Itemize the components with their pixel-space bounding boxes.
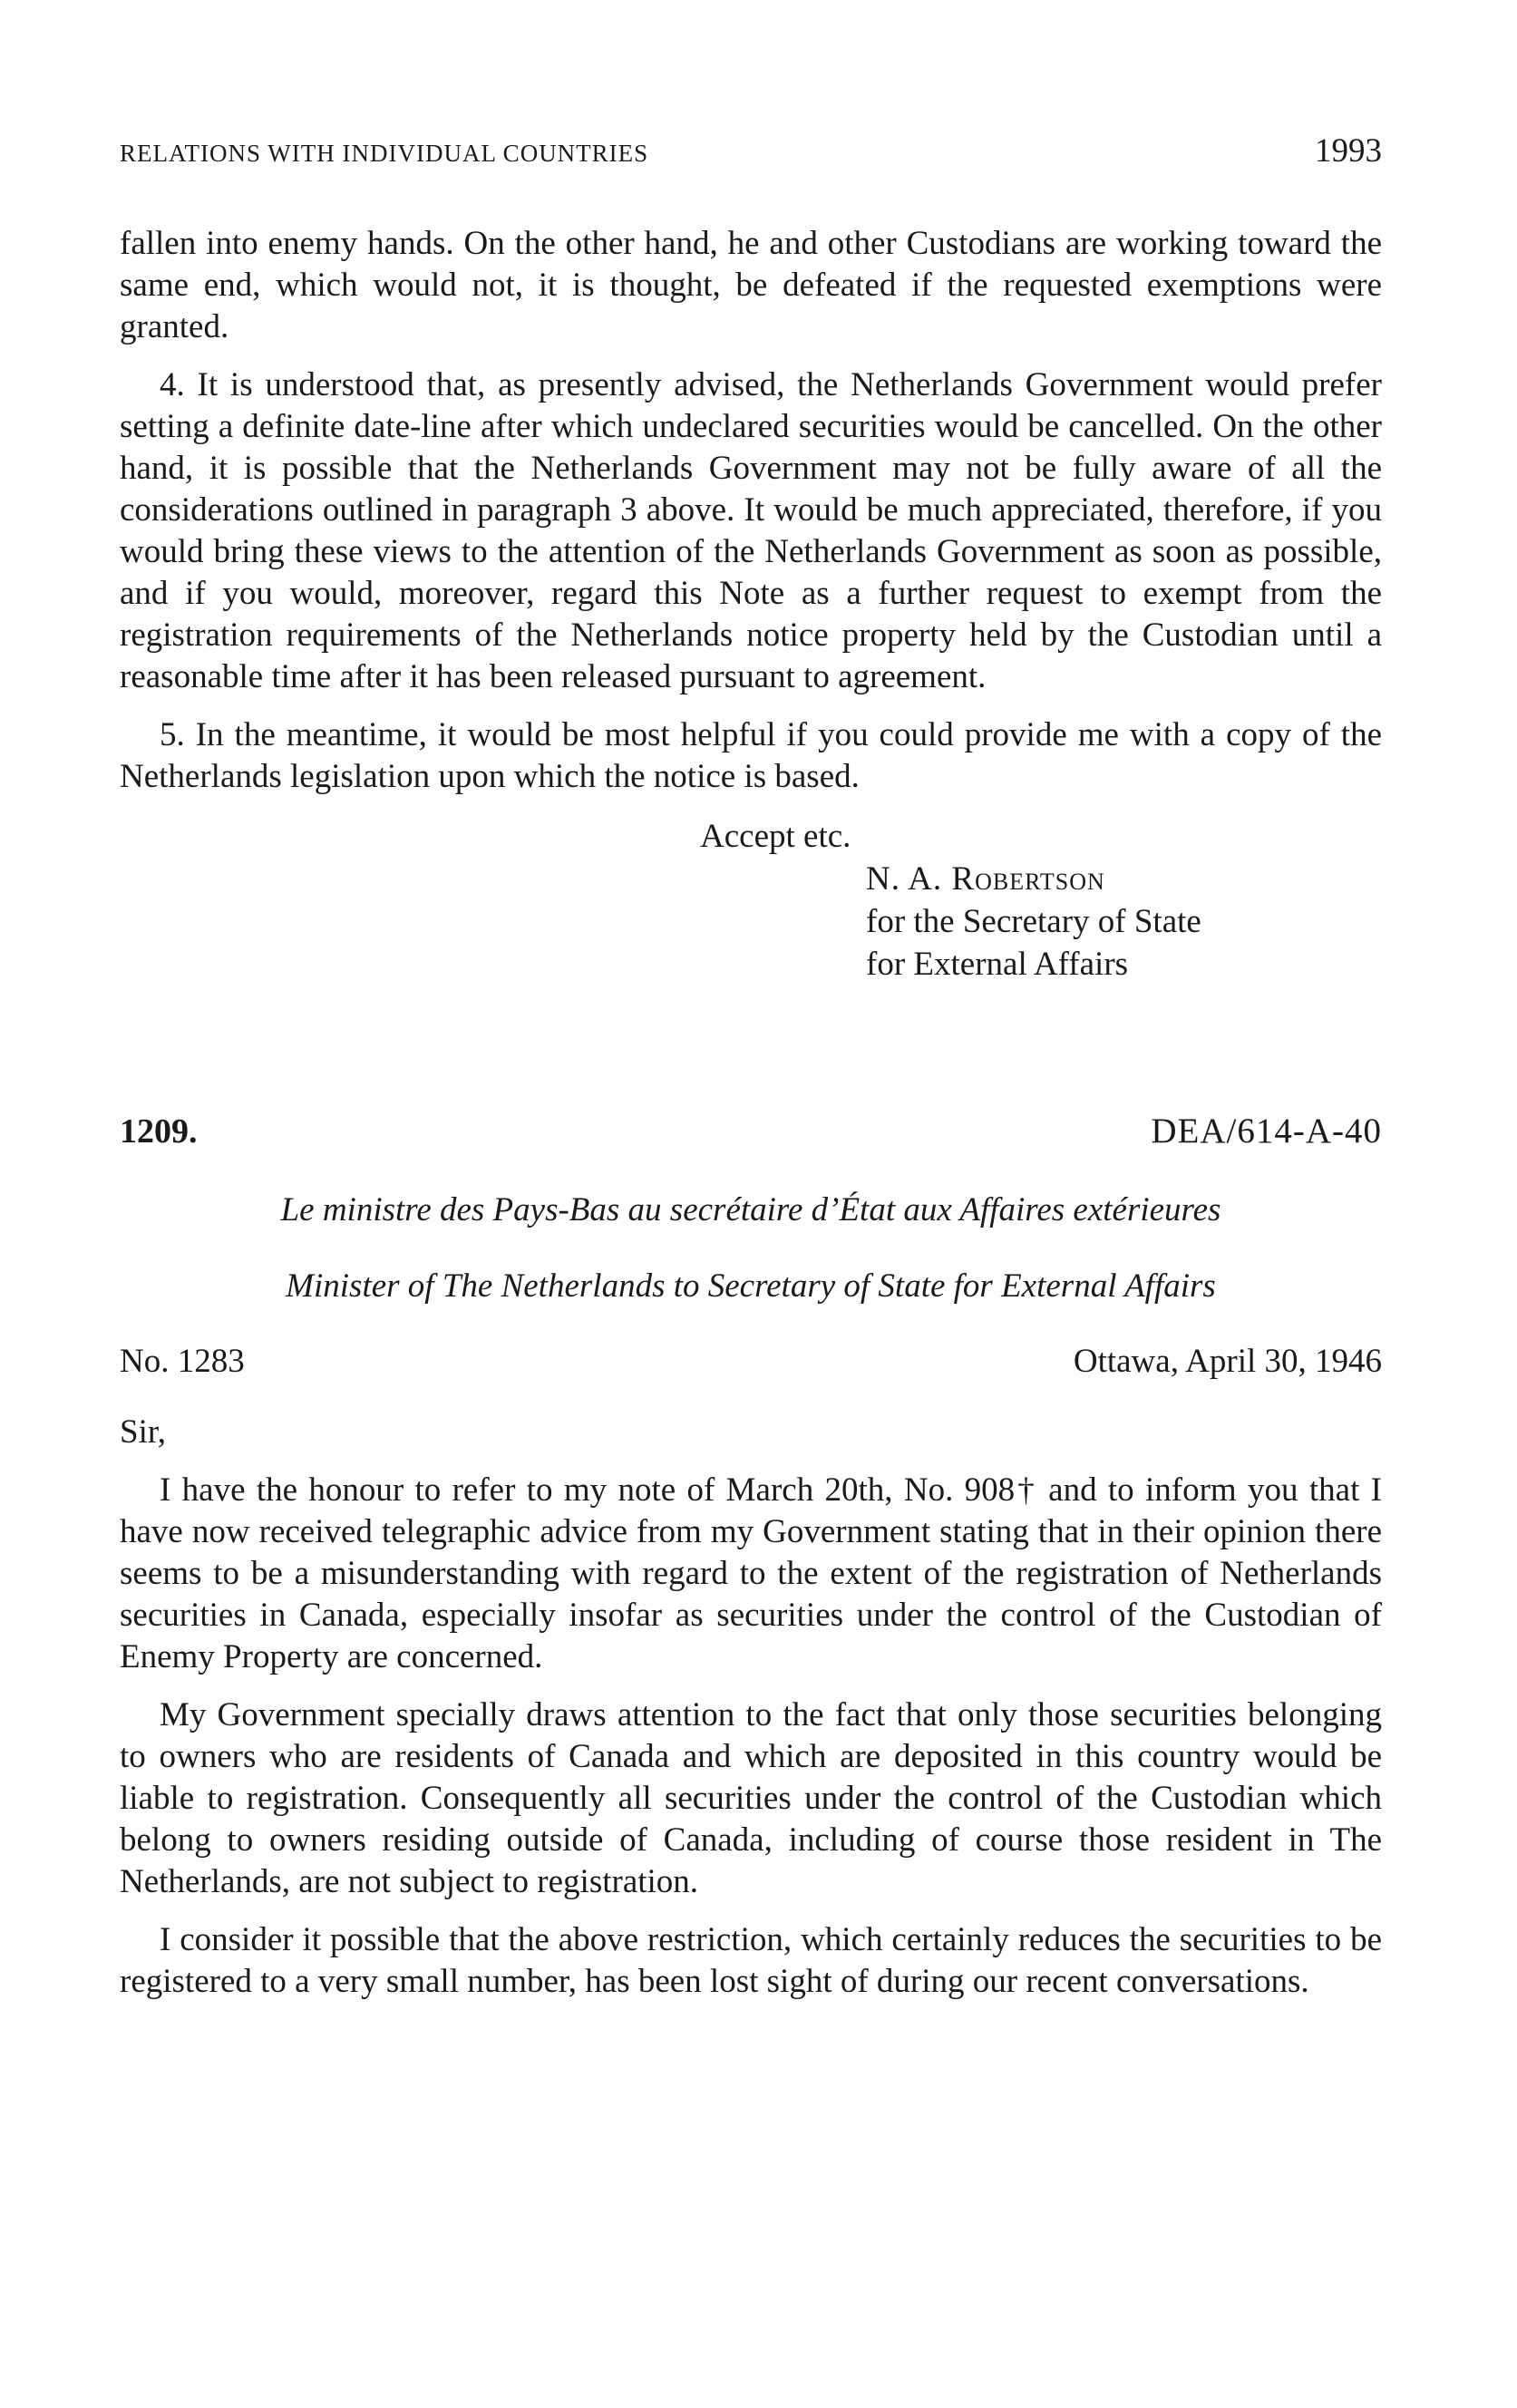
page-number: 1993 xyxy=(1315,132,1382,170)
previous-document-body xyxy=(120,223,1382,798)
document-heading xyxy=(120,1111,1382,1151)
running-title: RELATIONS WITH INDIVIDUAL COUNTRIES xyxy=(120,140,649,167)
running-header xyxy=(120,131,1382,170)
signatory-name: N. A. Robertson xyxy=(866,860,1105,898)
document-reference: DEA/614-A-40 xyxy=(1151,1112,1382,1151)
document-number: 1209. xyxy=(120,1112,198,1151)
paragraph-5: 5. In the meantime, it would be most helpful if you could provide me with a copy of the Netherlands legislation upon which the notice is based. xyxy=(120,716,1382,795)
paragraph-4: 4. It is understood that, as presently advised, the Netherlands Government would prefer setting a definite date-line after which undeclared securities would be cancelled. On the other hand, it is possible that the Netherlands Government may not be fully aware of all the considerations outlined in paragraph 3 above. It would be much appreciated, therefore, if you would bring these views to the attention of the Netherlands Government as soon as possible, and if you would, moreover, regard this Note as a further request to exempt from the registration requirements of the Netherlands notice property held by the Custodian until a reasonable time after it has been released pursuant to agreement. xyxy=(120,366,1382,695)
place-date: Ottawa, April 30, 1946 xyxy=(1073,1343,1382,1380)
body-paragraph-2: My Government specially draws attention to the fact that only those securities belonging to owners who are residents of Canada and which are deposited in this country would be liable to registration. Consequently all securities under the control of the Custodian which belong to owners residing outside of Canada, including of course those resident in The Netherlands, are not subject to registration. xyxy=(120,1696,1382,1900)
closing-line: Accept etc. xyxy=(700,818,851,855)
document-body xyxy=(120,1470,1382,2003)
paragraph-continuation: fallen into enemy hands. On the other hand, he and other Custodians are working toward the same end, which would not, it is thought, be defeated if the requested exemptions were granted. xyxy=(120,225,1382,345)
signature-block xyxy=(866,858,1382,986)
salutation: Sir, xyxy=(120,1413,166,1451)
document-page xyxy=(120,131,1382,2003)
body-paragraph-3: I consider it possible that the above restriction, which certainly reduces the securities to be registered to a very small number, has been lost sight of during our recent conversations. xyxy=(120,1921,1382,2000)
note-number: No. 1283 xyxy=(120,1343,245,1380)
document-title-english: Minister of The Netherlands to Secretary of State for External Affairs xyxy=(286,1267,1216,1305)
body-paragraph-1: I have the honour to refer to my note of March 20th, No. 908† and to inform you that I have now received telegraphic advice from my Government stating that in their opinion there seems to be a misunderstanding with regard to the extent of the registration of Netherlands securities in Canada, especially insofar as securities under the control of the Custodian of Enemy Property are concerned. xyxy=(120,1471,1382,1675)
signatory-title-line-1: for the Secretary of State xyxy=(866,903,1201,940)
signatory-title-line-2: for External Affairs xyxy=(866,946,1129,983)
note-line xyxy=(120,1342,1382,1381)
document-title-french: Le ministre des Pays-Bas au secrétaire d’État aux Affaires extérieures xyxy=(280,1191,1221,1228)
